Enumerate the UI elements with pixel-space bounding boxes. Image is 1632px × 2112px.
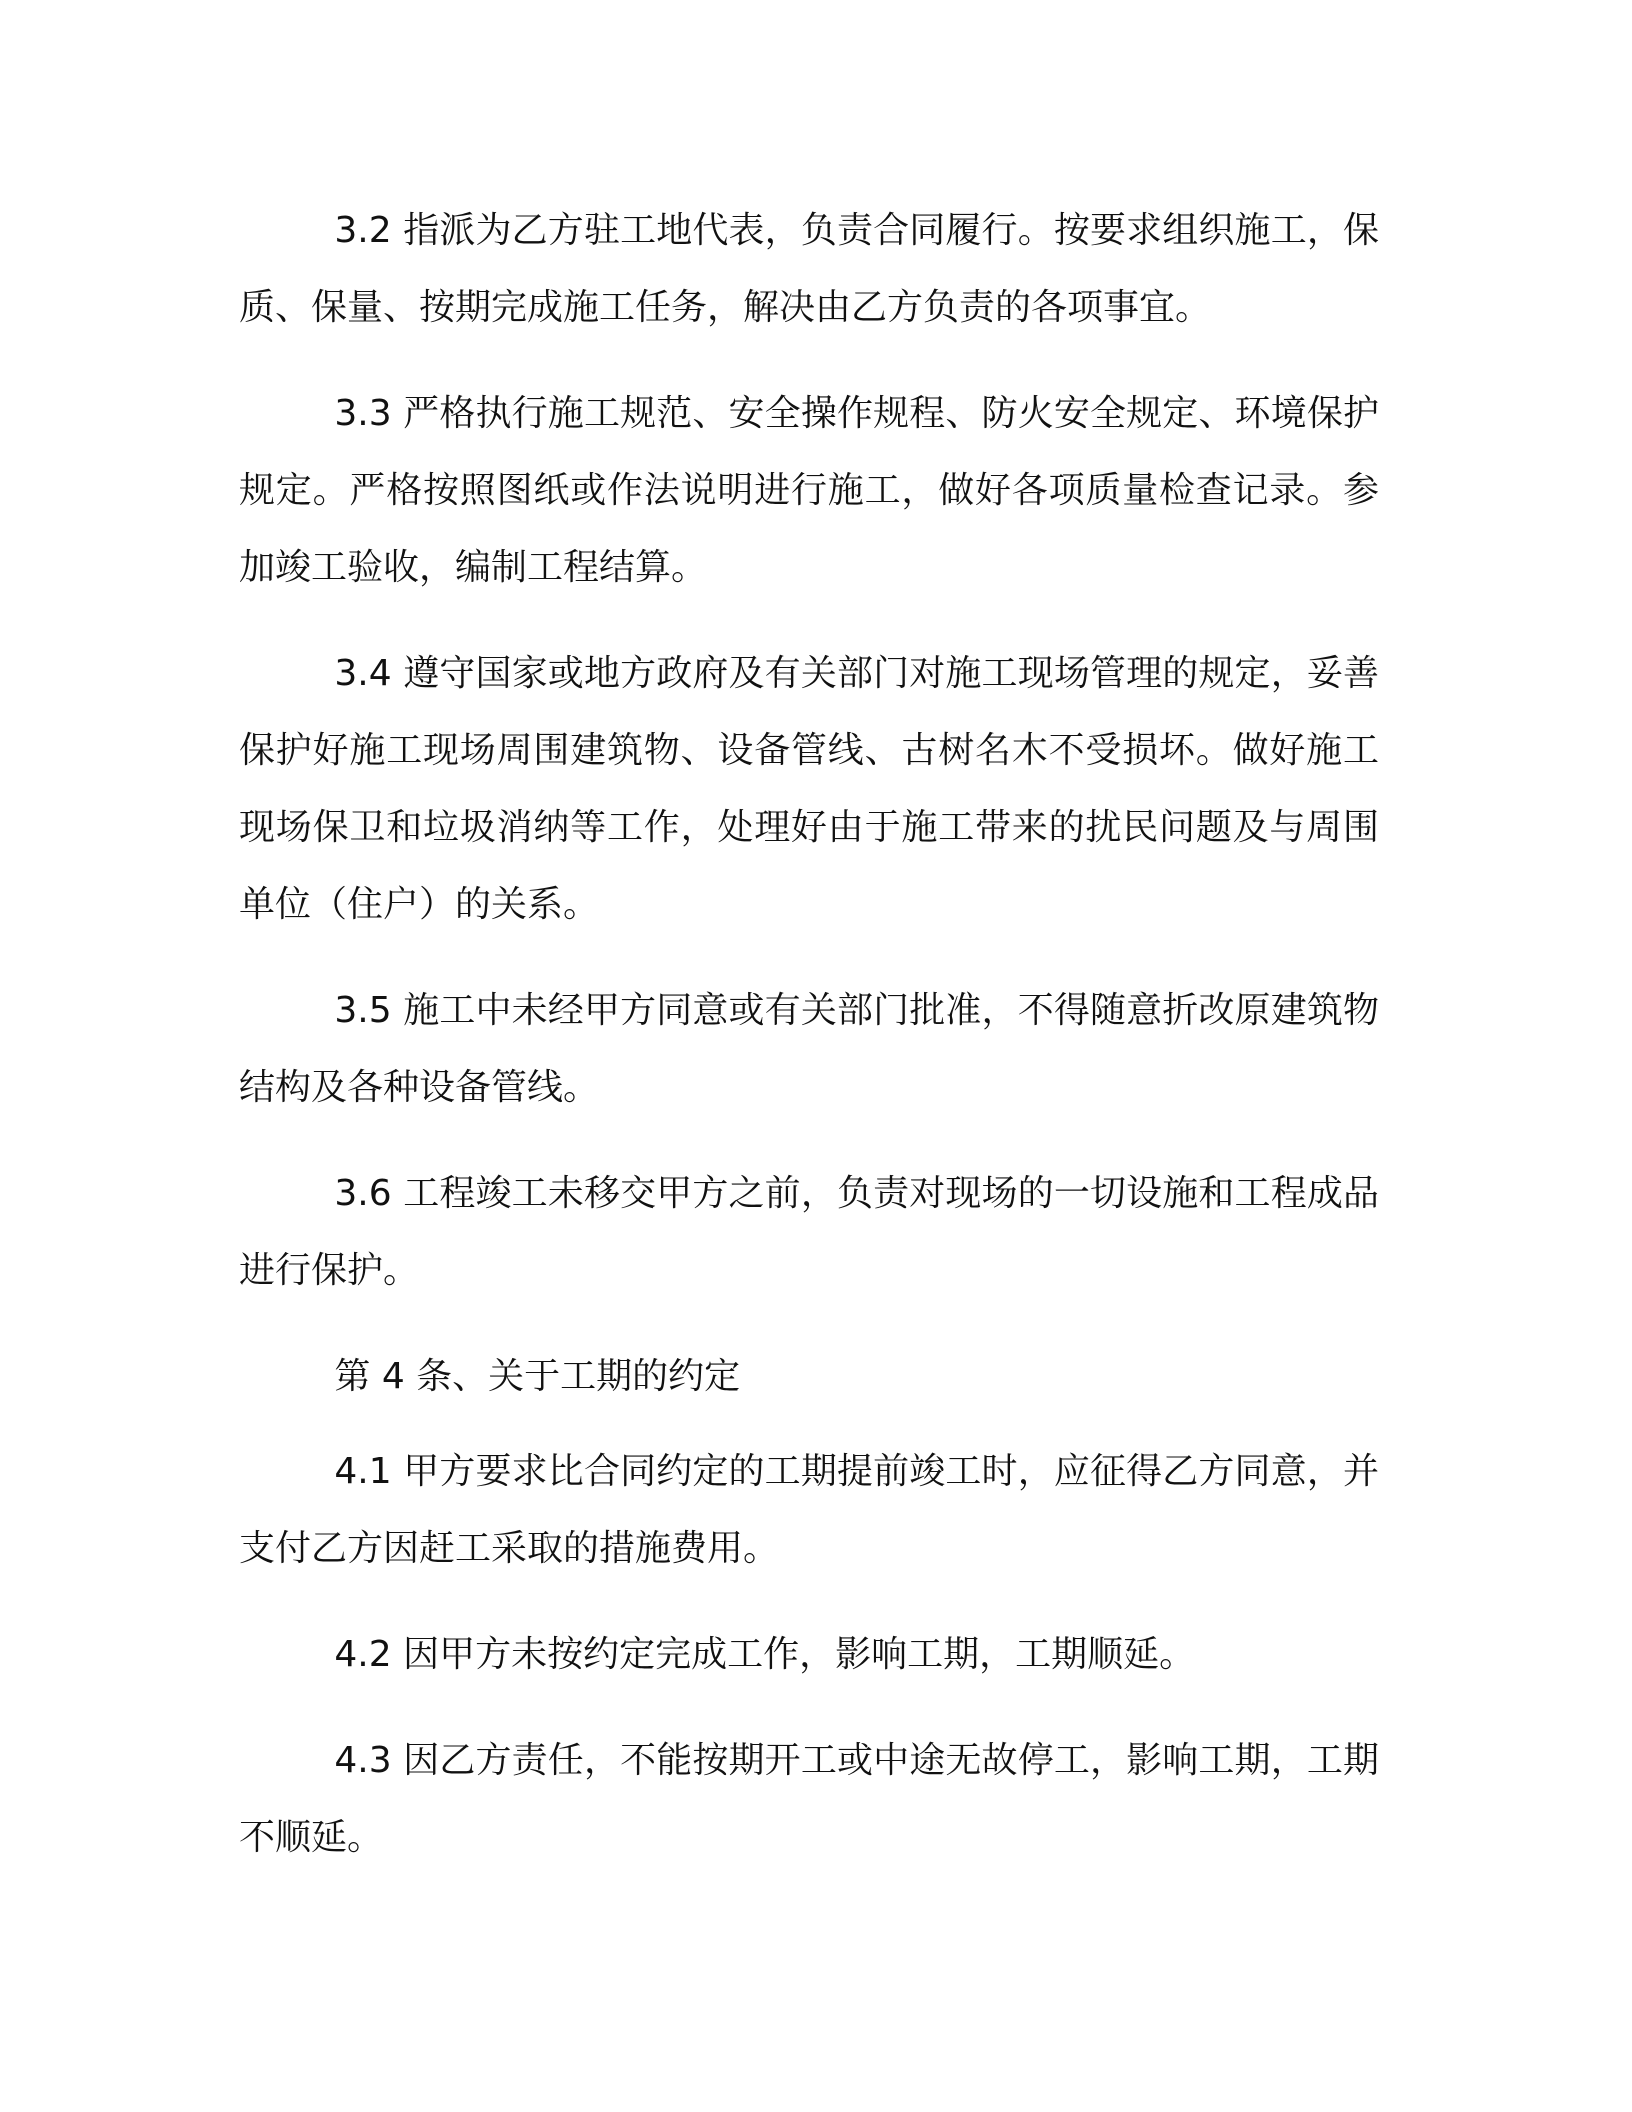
paragraph-3-5: 3.5 施工中未经甲方同意或有关部门批准，不得随意折改原建筑物结构及各种设备管线。 <box>239 990 1379 1108</box>
article-4-heading: 第 4 条、关于工期的约定 <box>334 1356 741 1397</box>
paragraph-3-6: 3.6 工程竣工未移交甲方之前，负责对现场的一切设施和工程成品进行保护。 <box>239 1173 1379 1291</box>
paragraph-3-3: 3.3 严格执行施工规范、安全操作规程、防火安全规定、环境保护规定。严格按照图纸或作法说明进行施工，做好各项质量检查记录。参加竣工验收，编制工程结算。 <box>239 393 1379 588</box>
paragraph-4-1: 4.1 甲方要求比合同约定的工期提前竣工时，应征得乙方同意，并支付乙方因赶工采取的措施费用。 <box>239 1451 1379 1569</box>
paragraph-3-2: 3.2 指派为乙方驻工地代表，负责合同履行。按要求组织施工，保质、保量、按期完成施工任务，解决由乙方负责的各项事宜。 <box>239 210 1379 328</box>
paragraph-3-4: 3.4 遵守国家或地方政府及有关部门对施工现场管理的规定，妥善保护好施工现场周围建筑物、设备管线、古树名木不受损坏。做好施工现场保卫和垃圾消纳等工作，处理好由于施工带来的扰民问题及与周围单位（住户）的关系。 <box>239 653 1379 925</box>
paragraph-4-2: 4.2 因甲方未按约定完成工作，影响工期，工期顺延。 <box>334 1634 1196 1675</box>
paragraph-4-3: 4.3 因乙方责任，不能按期开工或中途无故停工，影响工期，工期不顺延。 <box>239 1740 1379 1858</box>
document-body <box>239 192 1379 1905</box>
